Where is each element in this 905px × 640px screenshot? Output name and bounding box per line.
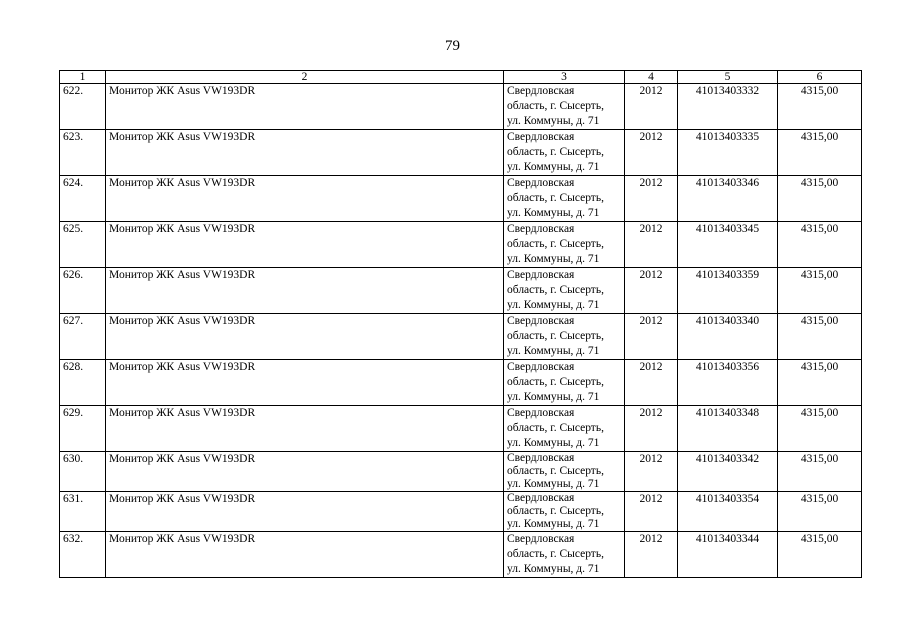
- cost-cell: 4315,00: [778, 84, 862, 130]
- inventory-number-cell: 41013403344: [678, 532, 778, 578]
- cost-cell: 4315,00: [778, 492, 862, 532]
- address-cell: [504, 268, 625, 314]
- item-name-cell: Монитор ЖК Asus VW193DR: [106, 532, 504, 578]
- item-name-cell: Монитор ЖК Asus VW193DR: [106, 176, 504, 222]
- table-row: [60, 84, 862, 130]
- cost-cell: 4315,00: [778, 268, 862, 314]
- address-cell: [504, 452, 625, 492]
- inventory-number-cell: 41013403342: [678, 452, 778, 492]
- inventory-number-cell: 41013403340: [678, 314, 778, 360]
- inventory-number-cell: 41013403335: [678, 130, 778, 176]
- year-cell: 2012: [625, 222, 678, 268]
- row-number-cell: 627.: [60, 314, 106, 360]
- address-line: область, г. Сысерть,: [507, 146, 604, 158]
- cost-cell: 4315,00: [778, 452, 862, 492]
- address-cell: [504, 314, 625, 360]
- year-cell: 2012: [625, 84, 678, 130]
- table-row: [60, 360, 862, 406]
- address-line: ул. Коммуны, д. 71: [507, 253, 600, 265]
- address-line: Свердловская: [507, 533, 575, 545]
- address-line: ул. Коммуны, д. 71: [507, 345, 600, 357]
- address-line: область, г. Сысерть,: [507, 465, 604, 477]
- row-number-cell: 632.: [60, 532, 106, 578]
- inventory-table: [59, 70, 862, 578]
- table-row: [60, 532, 862, 578]
- address-cell: [504, 130, 625, 176]
- address-cell: [504, 406, 625, 452]
- row-number-cell: 624.: [60, 176, 106, 222]
- address-cell: [504, 492, 625, 532]
- item-name-cell: Монитор ЖК Asus VW193DR: [106, 268, 504, 314]
- inventory-number-cell: 41013403348: [678, 406, 778, 452]
- column-header: 2: [106, 71, 504, 84]
- table-row: [60, 176, 862, 222]
- address-line: Свердловская: [507, 492, 575, 504]
- address-cell: [504, 222, 625, 268]
- inventory-number-cell: 41013403332: [678, 84, 778, 130]
- address-line: область, г. Сысерть,: [507, 548, 604, 560]
- row-number-cell: 630.: [60, 452, 106, 492]
- address-line: ул. Коммуны, д. 71: [507, 391, 600, 403]
- address-line: область, г. Сысерть,: [507, 505, 604, 517]
- address-cell: [504, 360, 625, 406]
- year-cell: 2012: [625, 532, 678, 578]
- address-line: Свердловская: [507, 452, 575, 464]
- address-line: Свердловская: [507, 407, 575, 419]
- inventory-number-cell: 41013403354: [678, 492, 778, 532]
- column-header: 5: [678, 71, 778, 84]
- row-number-cell: 626.: [60, 268, 106, 314]
- address-line: Свердловская: [507, 223, 575, 235]
- row-number-cell: 628.: [60, 360, 106, 406]
- address-line: Свердловская: [507, 177, 575, 189]
- row-number-cell: 625.: [60, 222, 106, 268]
- table-row: [60, 268, 862, 314]
- page-number: 79: [445, 38, 460, 54]
- item-name-cell: Монитор ЖК Asus VW193DR: [106, 492, 504, 532]
- address-line: ул. Коммуны, д. 71: [507, 207, 600, 219]
- row-number-cell: 631.: [60, 492, 106, 532]
- address-line: область, г. Сысерть,: [507, 376, 604, 388]
- address-line: ул. Коммуны, д. 71: [507, 478, 600, 490]
- year-cell: 2012: [625, 492, 678, 532]
- address-line: ул. Коммуны, д. 71: [507, 518, 600, 530]
- cost-cell: 4315,00: [778, 222, 862, 268]
- item-name-cell: Монитор ЖК Asus VW193DR: [106, 314, 504, 360]
- item-name-cell: Монитор ЖК Asus VW193DR: [106, 84, 504, 130]
- item-name-cell: Монитор ЖК Asus VW193DR: [106, 452, 504, 492]
- table-row: [60, 492, 862, 532]
- address-line: Свердловская: [507, 361, 575, 373]
- row-number-cell: 622.: [60, 84, 106, 130]
- year-cell: 2012: [625, 268, 678, 314]
- header-row: [60, 71, 862, 84]
- address-line: область, г. Сысерть,: [507, 192, 604, 204]
- address-line: ул. Коммуны, д. 71: [507, 299, 600, 311]
- inventory-number-cell: 41013403359: [678, 268, 778, 314]
- address-line: ул. Коммуны, д. 71: [507, 161, 600, 173]
- column-header: 6: [778, 71, 862, 84]
- inventory-number-cell: 41013403356: [678, 360, 778, 406]
- cost-cell: 4315,00: [778, 532, 862, 578]
- year-cell: 2012: [625, 130, 678, 176]
- item-name-cell: Монитор ЖК Asus VW193DR: [106, 222, 504, 268]
- item-name-cell: Монитор ЖК Asus VW193DR: [106, 360, 504, 406]
- address-line: область, г. Сысерть,: [507, 330, 604, 342]
- address-line: ул. Коммуны, д. 71: [507, 437, 600, 449]
- table-row: [60, 130, 862, 176]
- cost-cell: 4315,00: [778, 130, 862, 176]
- address-line: Свердловская: [507, 269, 575, 281]
- year-cell: 2012: [625, 176, 678, 222]
- cost-cell: 4315,00: [778, 360, 862, 406]
- address-line: Свердловская: [507, 131, 575, 143]
- address-line: область, г. Сысерть,: [507, 284, 604, 296]
- cost-cell: 4315,00: [778, 314, 862, 360]
- address-cell: [504, 84, 625, 130]
- year-cell: 2012: [625, 406, 678, 452]
- row-number-cell: 629.: [60, 406, 106, 452]
- inventory-number-cell: 41013403345: [678, 222, 778, 268]
- cost-cell: 4315,00: [778, 406, 862, 452]
- table-row: [60, 314, 862, 360]
- inventory-number-cell: 41013403346: [678, 176, 778, 222]
- address-line: Свердловская: [507, 315, 575, 327]
- address-line: ул. Коммуны, д. 71: [507, 115, 600, 127]
- year-cell: 2012: [625, 314, 678, 360]
- address-cell: [504, 176, 625, 222]
- item-name-cell: Монитор ЖК Asus VW193DR: [106, 130, 504, 176]
- table-row: [60, 452, 862, 492]
- column-header: 4: [625, 71, 678, 84]
- column-header: 1: [60, 71, 106, 84]
- year-cell: 2012: [625, 360, 678, 406]
- address-cell: [504, 532, 625, 578]
- address-line: Свердловская: [507, 85, 575, 97]
- address-line: ул. Коммуны, д. 71: [507, 563, 600, 575]
- table-row: [60, 222, 862, 268]
- item-name-cell: Монитор ЖК Asus VW193DR: [106, 406, 504, 452]
- address-line: область, г. Сысерть,: [507, 100, 604, 112]
- year-cell: 2012: [625, 452, 678, 492]
- row-number-cell: 623.: [60, 130, 106, 176]
- table-body: [60, 84, 862, 578]
- address-line: область, г. Сысерть,: [507, 422, 604, 434]
- cost-cell: 4315,00: [778, 176, 862, 222]
- column-header: 3: [504, 71, 625, 84]
- table-row: [60, 406, 862, 452]
- address-line: область, г. Сысерть,: [507, 238, 604, 250]
